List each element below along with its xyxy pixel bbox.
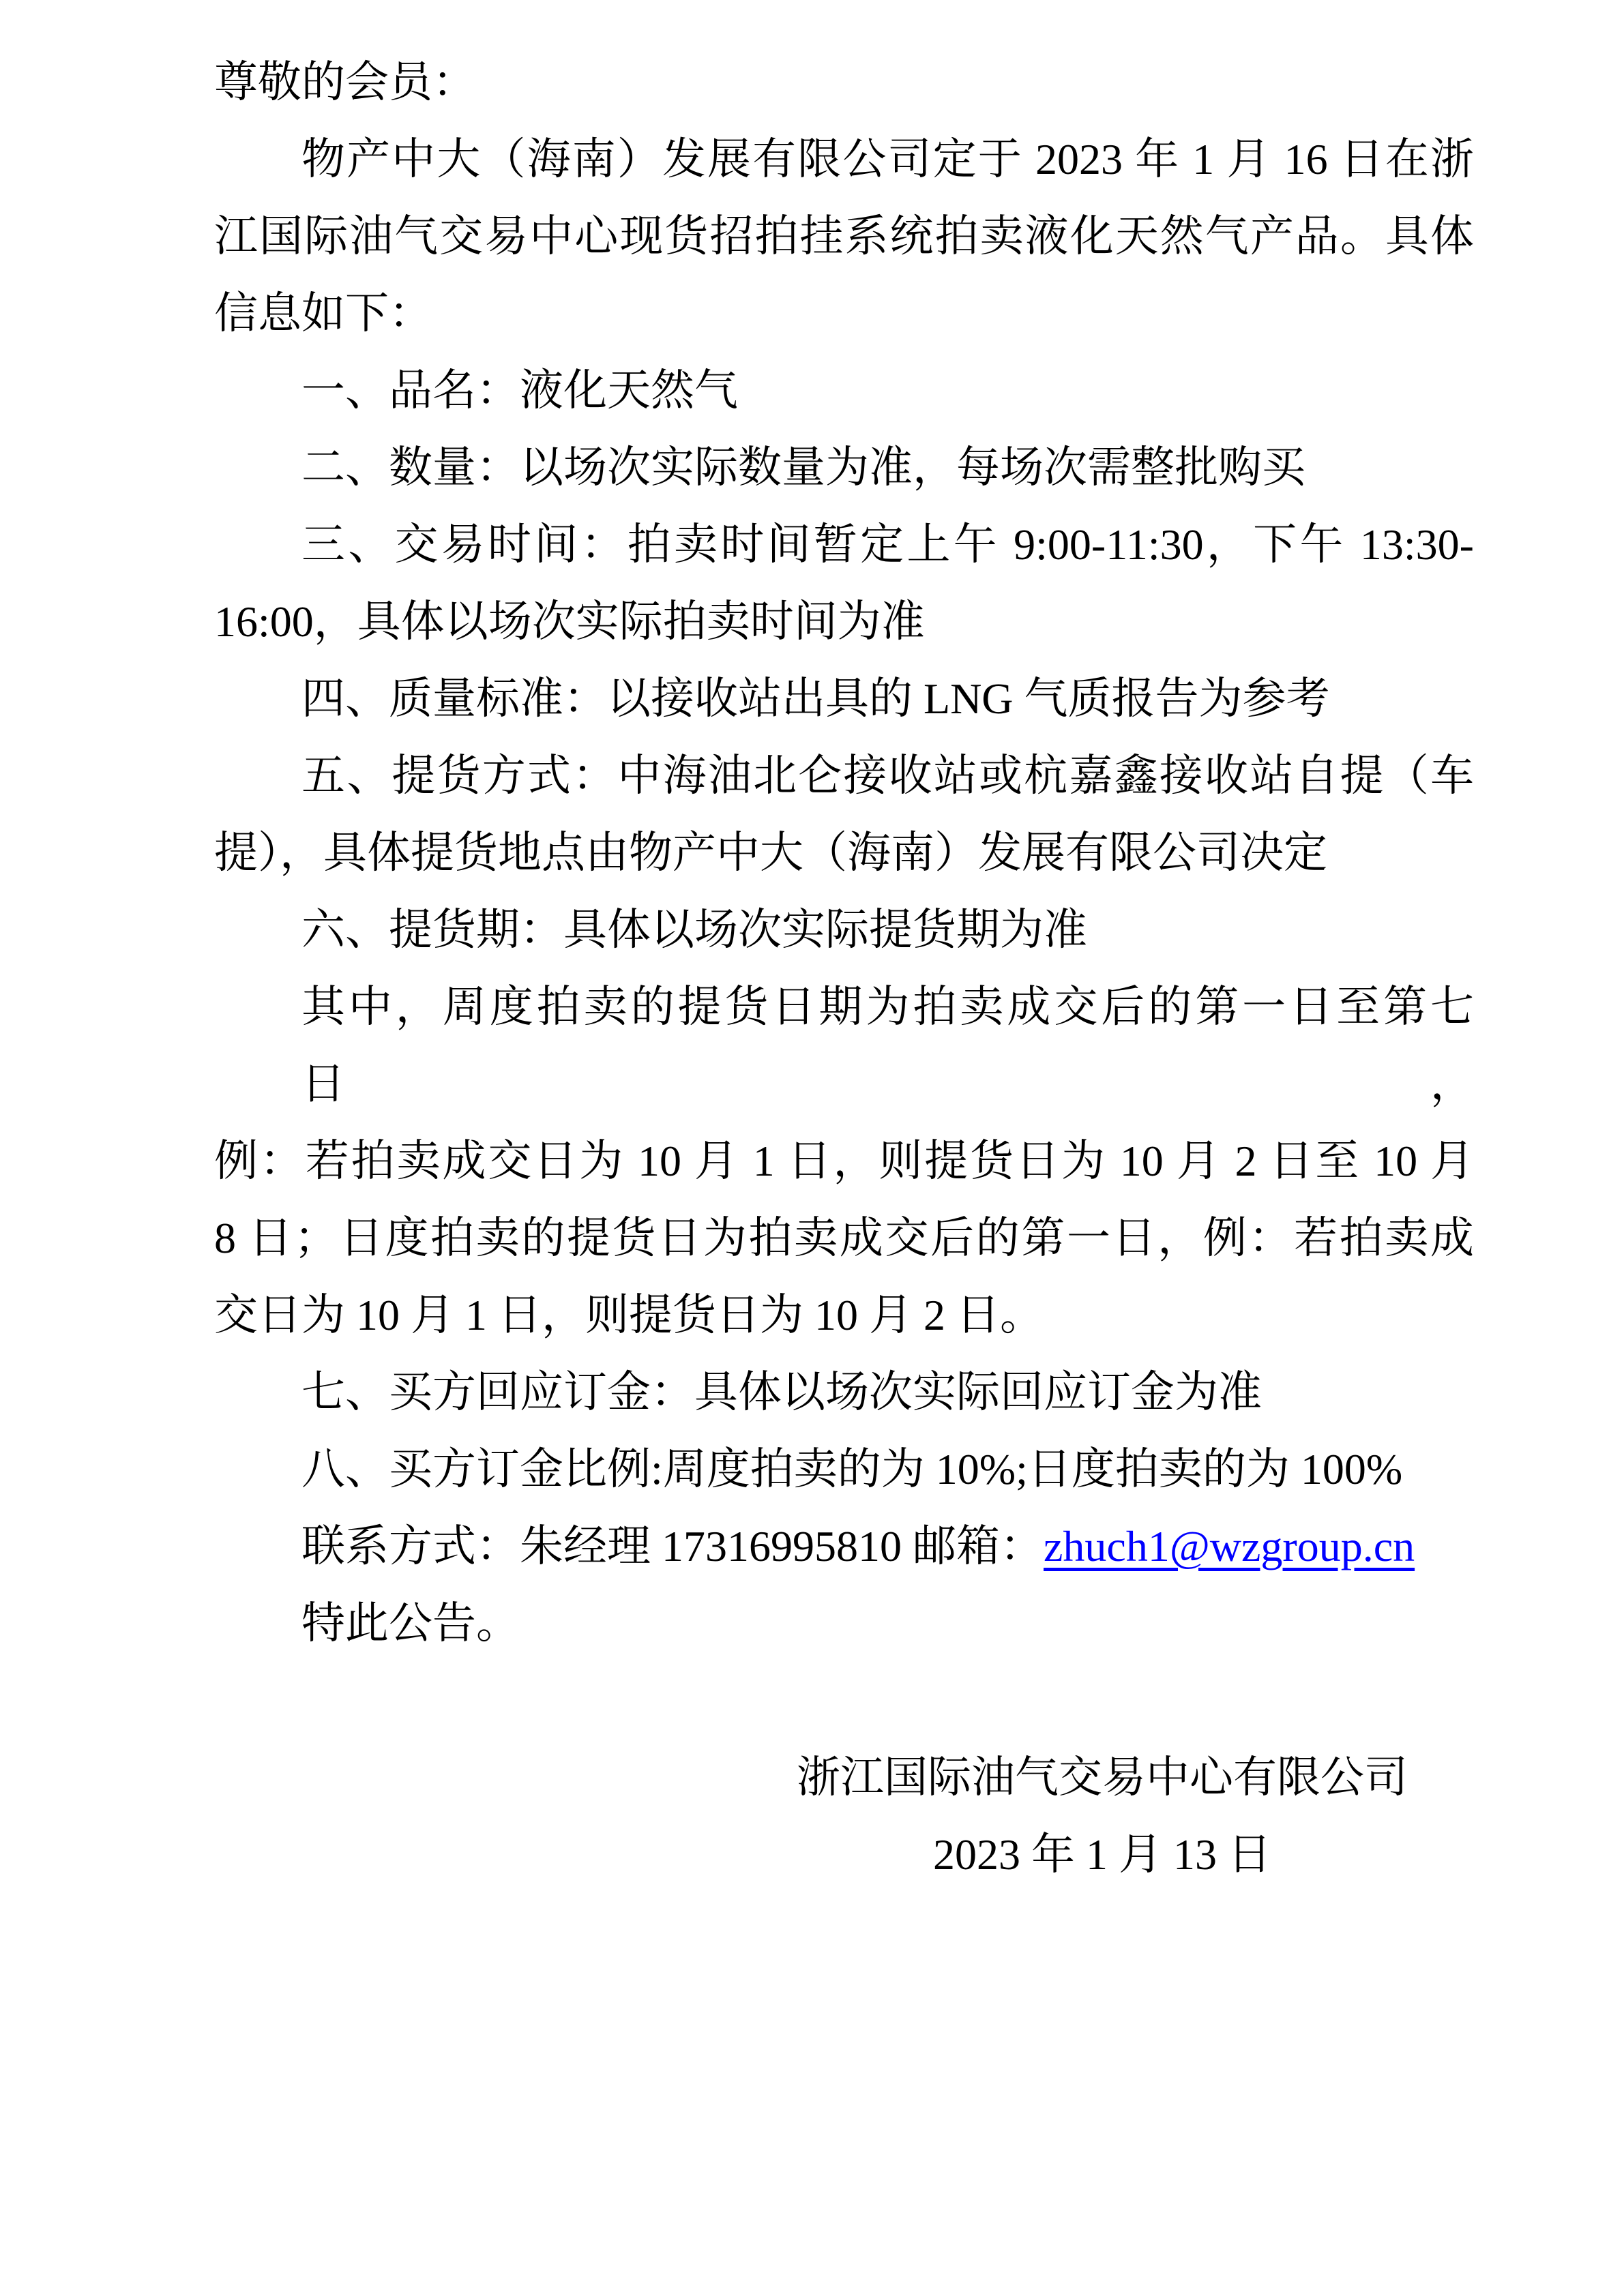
- text-line: 特此公告。: [301, 1599, 520, 1648]
- blank-line: [214, 1662, 1474, 1739]
- email-link[interactable]: zhuch1@wzgroup.cn: [1044, 1522, 1415, 1570]
- document-lines: [214, 44, 1474, 1739]
- signature-company: 浙江国际油气交易中心有限公司: [797, 1753, 1408, 1802]
- text-line: 8 日；日度拍卖的提货日为拍卖成交后的第一日，例：若拍卖成: [214, 1214, 1474, 1262]
- text-line: 三、交易时间：拍卖时间暂定上午 9:00-11:30，下午 13:30-: [301, 520, 1474, 569]
- text-line: 物产中大（海南）发展有限公司定于 2023 年 1 月 16 日在浙: [301, 135, 1474, 183]
- signature-block: [214, 1739, 1474, 1893]
- text-line: 二、数量：以场次实际数量为准，每场次需整批购买: [301, 443, 1305, 492]
- text-line: 四、质量标准：以接收站出具的 LNG 气质报告为参考: [301, 674, 1330, 723]
- text-line: [214, 1508, 1474, 1585]
- text-line: 例：若拍卖成交日为 10 月 1 日，则提货日为 10 月 2 日至 10 月: [214, 1137, 1474, 1185]
- text-line: 一、品名：液化天然气: [301, 366, 738, 415]
- signature-inner: [797, 1739, 1408, 1893]
- text-line: 16:00，具体以场次实际拍卖时间为准: [214, 597, 925, 646]
- text-line: 五、提货方式：中海油北仑接收站或杭嘉鑫接收站自提（车: [301, 751, 1474, 800]
- document-body: [214, 44, 1474, 1893]
- text-line: 尊敬的会员：: [214, 58, 476, 106]
- signature-date: 2023 年 1 月 13 日: [933, 1830, 1271, 1879]
- text-line: 八、买方订金比例:周度拍卖的为 10%;日度拍卖的为 100%: [301, 1445, 1403, 1493]
- contact-line-text: 联系方式：朱经理 17316995810 邮箱：: [301, 1522, 1044, 1570]
- text-line: 交日为 10 月 1 日，则提货日为 10 月 2 日。: [214, 1291, 1044, 1339]
- text-line: 七、买方回应订金：具体以场次实际回应订金为准: [301, 1368, 1262, 1416]
- text-line: 六、提货期：具体以场次实际提货期为准: [301, 906, 1087, 954]
- text-line: 江国际油气交易中心现货招拍挂系统拍卖液化天然气产品。具体: [214, 212, 1474, 260]
- text-line: 其中，周度拍卖的提货日期为拍卖成交后的第一日至第七日，: [301, 983, 1474, 1108]
- text-line: 信息如下：: [214, 289, 432, 338]
- text-line: 提），具体提货地点由物产中大（海南）发展有限公司决定: [214, 829, 1327, 877]
